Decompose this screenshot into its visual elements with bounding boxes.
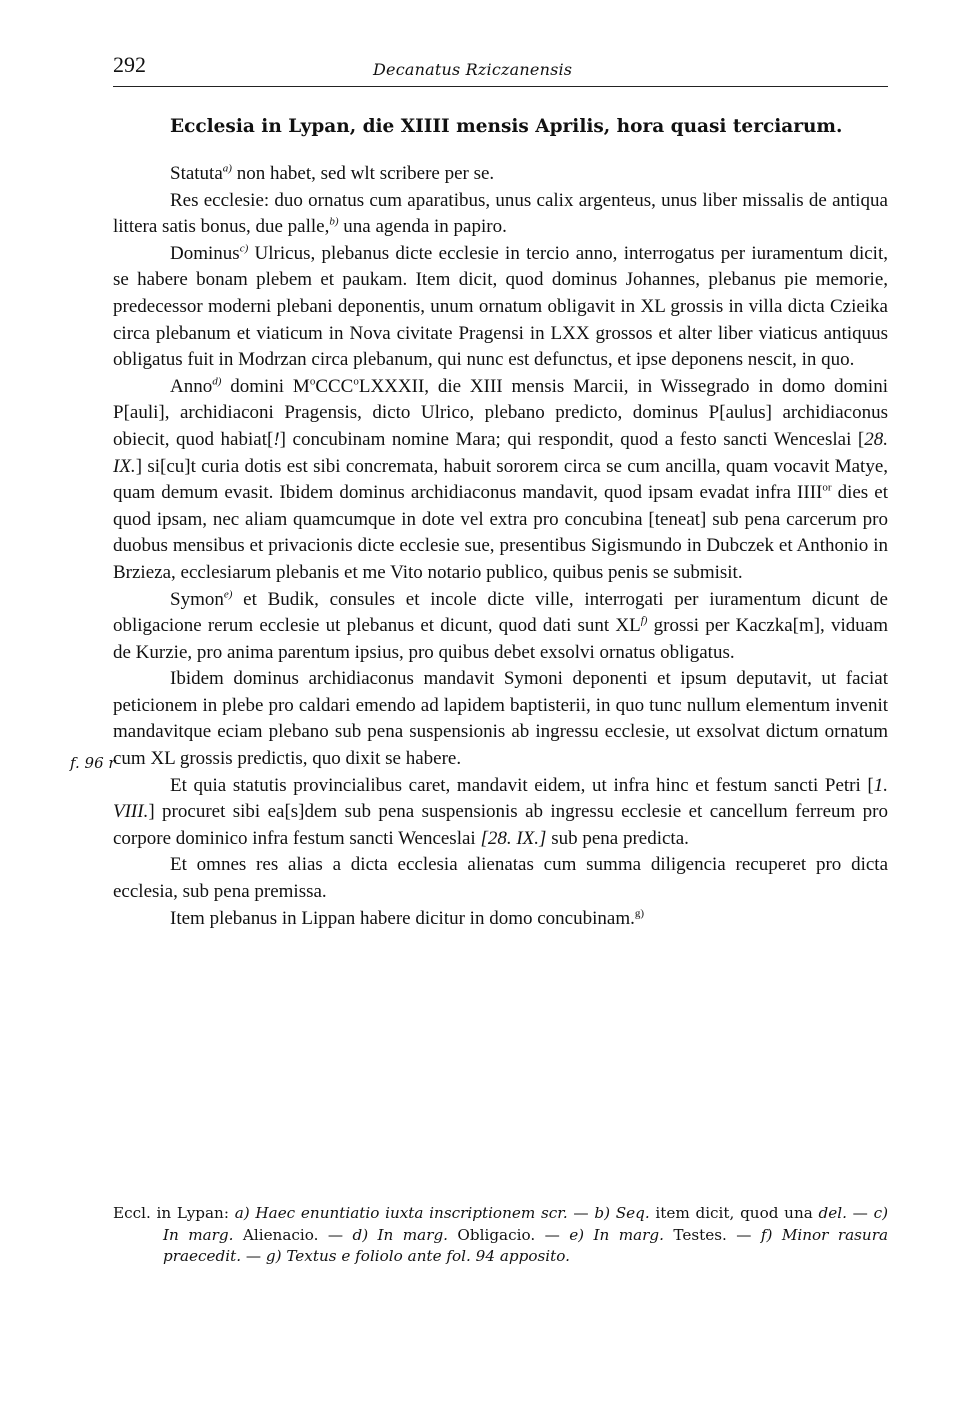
running-head: Decanatus Rziczanensis [373, 60, 573, 79]
separator: — [318, 1225, 353, 1244]
footnote-marker: b) [329, 215, 339, 228]
page-number: 292 [113, 52, 146, 77]
italic-run: 1. VIII. [113, 774, 888, 823]
footnote-text: Alienacio. [233, 1225, 319, 1244]
text-run: Item plebanus in Lippan habere dicitur in domo concubinam. [170, 907, 635, 929]
separator: — [241, 1247, 266, 1265]
paragraph-ibidem: Ibidem dominus archidiaconus mandavit Symoni deponenti et ipsum deputavit, ut faciat peticionem in plebe pro caldari emendo ad lapidem baptisterii, in quo tunc nullum elementum invenit mandavitque eciam plebano sub pena suspensionis ab ingressu ecclesie, ut exsolvat dictum ornatum cum XL grossis predictis, quo dixit se habere. [113, 668, 888, 770]
footnote-text: Testes. [663, 1225, 727, 1244]
text-run: domini M [221, 375, 310, 397]
separator: — [726, 1225, 761, 1244]
text-run: Anno [170, 375, 213, 397]
margin-folio-note: f. 96 r [70, 754, 116, 772]
footnote-marker: c) [239, 242, 249, 255]
footnote-marker: d) [212, 375, 222, 388]
paragraph-item-plebanus [113, 906, 888, 933]
paragraph-anno-domini [113, 374, 888, 587]
footnote-text: In marg. [584, 1225, 664, 1244]
text-run: ] procuret sibi ea[s]dem sub pena suspensionis ab ingressu ecclesie et cancellum ferreum pro corpore dominico infra festum sancti Wenceslai [113, 801, 888, 849]
text-run: CCC [315, 375, 354, 397]
paragraph-res-ecclesie [113, 188, 888, 241]
footnote-text: item dicit, quod una [649, 1204, 819, 1222]
text-run: grossi per Kaczka[m], viduam de Kurzie, pro anima parentum ipsius, pro quibus debet exsolvi ornatus obligatus. [113, 615, 888, 663]
footnote-marker: d) [352, 1225, 369, 1244]
separator: — [846, 1204, 874, 1222]
footnote-text: In marg. [368, 1225, 449, 1244]
text-run: Res ecclesie: duo ornatus cum aparatibus, unus calix argenteus, unus liber missalis de antiqua littera satis bonus, due palle, [113, 189, 888, 238]
footnote-marker: c) [873, 1204, 889, 1222]
footnote-text: Obligacio. [448, 1225, 536, 1244]
superscript: o [309, 375, 316, 388]
footnotes [113, 1203, 888, 1268]
footnote-block [113, 1203, 888, 1268]
footnote-text: Minor rasura praecedit. [163, 1225, 889, 1265]
footnote-lead: Eccl. in Lypan: [113, 1204, 235, 1222]
footnote-text: del. [818, 1204, 847, 1222]
separator: — [567, 1204, 595, 1222]
paragraph-omnes-res: Et omnes res alias a dicta ecclesia alienatas cum summa diligencia recuperet pro dicta ecclesia, sub pena premissa. [113, 854, 888, 903]
text-run: dies et quod ipsam, nec aliam quamcumque in dote vel extra pro concubina [teneat] sub pena carcerum pro duobus mensibus et privacionis dicte ecclesie sue, presentibus Sigismundo in Dubczek et Anthonio in Brzieza, ecclesiarum plebanis et me Vito notario publico, quibus penis se submisit. [113, 482, 888, 583]
separator: — [535, 1225, 570, 1244]
text-run: Symon [170, 588, 224, 610]
footnote-marker: e) [569, 1225, 585, 1244]
paragraph-statuta [113, 161, 888, 188]
footnote-text: Seq. [610, 1204, 650, 1222]
text-run: Statuta [170, 163, 223, 184]
text-run: et Budik, consules et incole dicte ville, interrogati per iuramentum dicunt de obligacione rerum ecclesie ut plebanus et dicunt, quod dati sunt XL [113, 588, 888, 637]
text-run: ] si[cu]t curia dotis est sibi concremata, habuit sororem circa se cum ancilla, quam vocavit Matye, quam demum evasit. Ibidem dominus archidiaconus mandavit, quod ipsam evadat infra IIII [113, 455, 888, 504]
superscript: or [822, 481, 832, 494]
footnote-text: In marg. [163, 1225, 234, 1244]
page-header [113, 52, 888, 87]
footnote-marker: a) [234, 1204, 250, 1222]
footnote-text: Haec enuntiatio iuxta inscriptionem scr. [249, 1204, 568, 1222]
paragraph-dominus-ulricus [113, 241, 888, 374]
footnote-marker: g) [265, 1247, 282, 1265]
footnote-text: Textus e foliolo ante fol. 94 apposito. [281, 1247, 570, 1265]
text-run: ] concubinam nomine Mara; qui respondit, quod a festo sancti Wenceslai [ [279, 428, 865, 450]
italic-run: [28. IX.] [480, 827, 547, 849]
footnote-marker: e) [223, 588, 233, 601]
footnote-marker: f) [760, 1225, 773, 1244]
footnote-marker: g) [634, 907, 645, 920]
text-run: non habet, sed wlt scribere per se. [231, 163, 495, 184]
footnote-marker: a) [222, 162, 232, 175]
text-run: LXXXII, die XIII mensis Marcii, in Wissegrado in domo domini P[auli], archidiaconi Pragensis, dicto Ulrico, plebano predicto, dominus P[aulus] archidiaconus obiecit, quod habiat[ [113, 375, 888, 450]
text-run: Ulricus, plebanus dicte ecclesie in tercio anno, interrogatus per iuramentum dicit, se habere bonam plebem et paukam. Item dicit, quod dominus Johannes, plebanus pie memorie, predecessor moderni plebani deponentis, unum ornatum obligavit in XL grossis in villa dicta Czieika circa plebanum et viaticum in Nova civitate Pragensi in LXX grossos et alter liber viaticus antiquus obligatus fuit in Modrzan circa plebanum, qui nunc est defunctus, et ipse deponens nescit, in quo. [113, 242, 888, 371]
italic-run: ! [273, 428, 280, 450]
paragraph-symon [113, 587, 888, 667]
section-heading: Ecclesia in Lypan, die XIIII mensis Aprilis, hora quasi terciarum. [170, 116, 843, 137]
footnote-marker: f) [640, 614, 648, 627]
text-run: una agenda in papiro. [338, 216, 507, 238]
text-run: Et quia statutis provincialibus caret, mandavit eidem, ut infra hinc et festum sancti Petri [ [170, 774, 874, 796]
paragraph-statutis [113, 773, 888, 853]
superscript: o [353, 375, 359, 388]
text-run: Dominus [170, 242, 240, 264]
footnote-marker: b) [594, 1204, 610, 1222]
body-text [113, 161, 888, 932]
text-run: sub pena predicta. [546, 827, 689, 849]
italic-run: 28. IX. [113, 428, 888, 477]
